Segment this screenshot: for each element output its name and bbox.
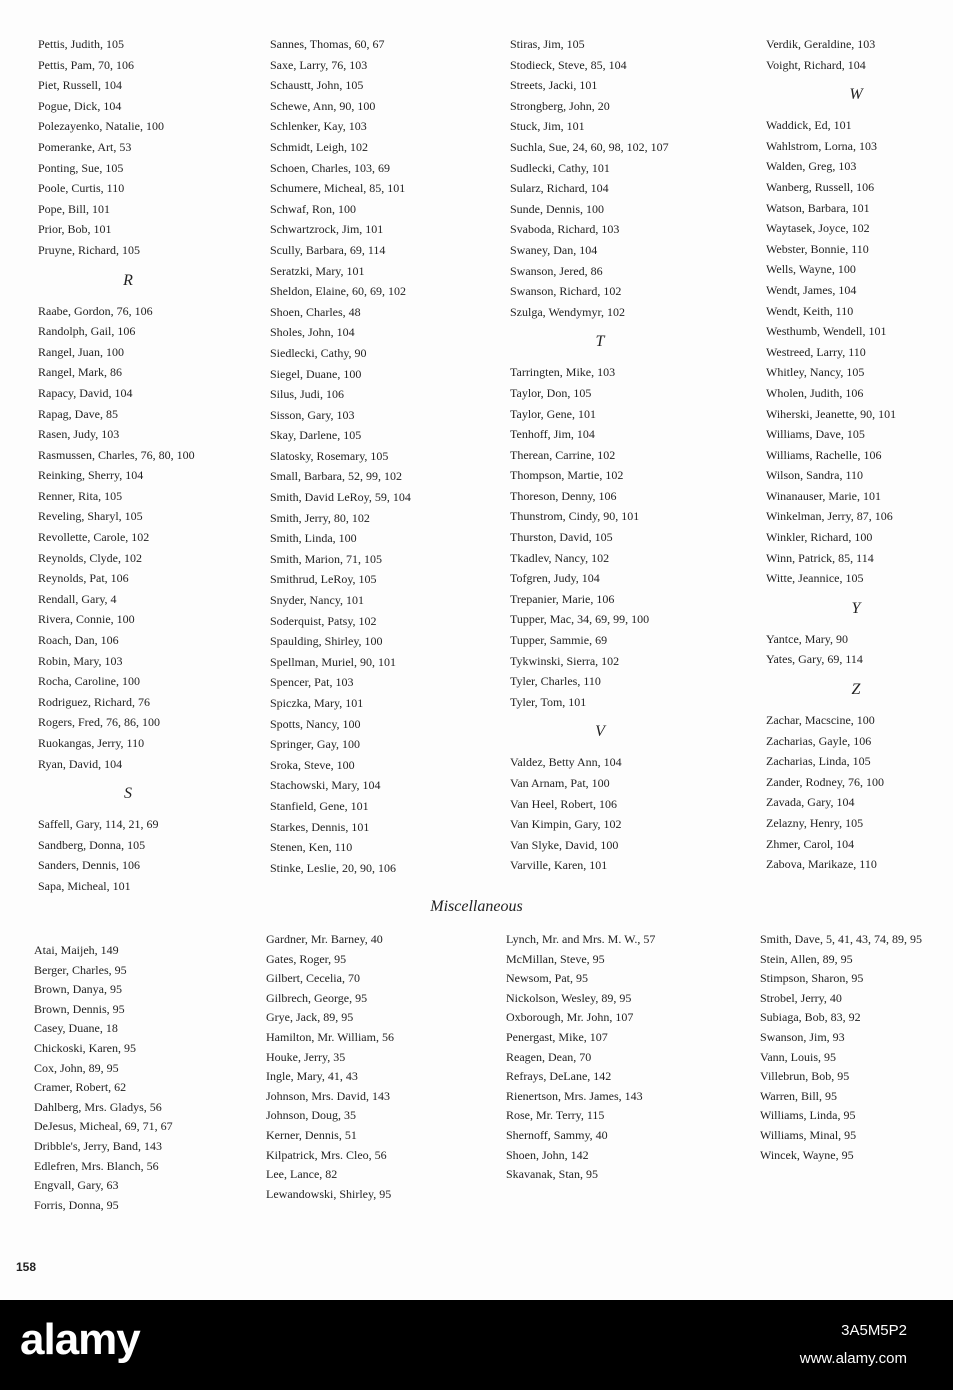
index-column-3 [510, 34, 742, 876]
misc-entry: Dribble's, Jerry, Band, 143 [34, 1138, 163, 1153]
misc-entry: Kerner, Dennis, 51 [266, 1127, 357, 1142]
index-entry: Poole, Curtis, 110 [38, 181, 125, 196]
index-entry: Pettis, Pam, 70, 106 [38, 57, 135, 72]
index-entry: Rasen, Judy, 103 [38, 427, 120, 442]
index-entry: Tenhoff, Jim, 104 [510, 427, 595, 442]
misc-entry: Casey, Duane, 18 [34, 1021, 118, 1036]
misc-entry: Skavanak, Stan, 95 [506, 1167, 598, 1182]
misc-entry: Rienertson, Mrs. James, 143 [506, 1088, 643, 1103]
index-entry: Zavada, Gary, 104 [766, 795, 855, 810]
index-entry: Sudlecki, Cathy, 101 [510, 160, 610, 175]
index-entry: Van Arnam, Pat, 100 [510, 776, 610, 790]
index-entry: Wendt, James, 104 [766, 282, 857, 297]
index-entry: Thoreson, Denny, 106 [510, 488, 617, 503]
index-entry: Ponting, Sue, 105 [38, 160, 124, 175]
index-entry: Tkadlev, Nancy, 102 [510, 550, 610, 565]
misc-entry: Shoen, John, 142 [506, 1147, 589, 1162]
index-entry: Reynolds, Pat, 106 [38, 571, 129, 586]
index-entry: Stenen, Ken, 110 [270, 840, 353, 855]
watermark-url: www.alamy.com [799, 1350, 907, 1367]
index-entry: Siedlecki, Cathy, 90 [270, 345, 367, 360]
misc-entry: Engvall, Gary, 63 [34, 1178, 119, 1193]
misc-entry: Stein, Allen, 89, 95 [760, 951, 853, 966]
index-entry: Taylor, Don, 105 [510, 385, 592, 400]
index-entry: Szulga, Wendymyr, 102 [510, 304, 625, 319]
index-entry: Randolph, Gail, 106 [38, 324, 136, 339]
index-entry: Swaney, Dan, 104 [510, 242, 598, 257]
index-entry: Thompson, Martie, 102 [510, 468, 624, 483]
index-entry: Pettis, Judith, 105 [38, 37, 125, 51]
miscellaneous-heading: Miscellaneous [430, 898, 523, 915]
index-entry: Rasmussen, Charles, 76, 80, 100 [38, 447, 195, 462]
misc-entry: Vann, Louis, 95 [760, 1049, 836, 1064]
index-entry: Winkler, Richard, 100 [766, 530, 873, 545]
misc-entry: Cramer, Robert, 62 [34, 1080, 127, 1095]
misc-entry: Refrays, DeLane, 142 [506, 1069, 612, 1084]
index-entry: Trepanier, Marie, 106 [510, 591, 615, 606]
section-letter: R [123, 271, 133, 289]
index-entry: Zacharias, Linda, 105 [766, 754, 871, 769]
index-entry: Stachowski, Mary, 104 [270, 778, 381, 793]
index-entry: Van Kimpin, Gary, 102 [510, 817, 622, 832]
misc-entry: Edlefren, Mrs. Blanch, 56 [34, 1158, 159, 1173]
index-entry: Yantce, Mary, 90 [766, 631, 848, 646]
section-letter: W [849, 86, 863, 104]
index-entry: Ruokangas, Jerry, 110 [38, 736, 145, 750]
index-entry: Wells, Wayne, 100 [766, 262, 856, 277]
misc-entry: McMillan, Steve, 95 [506, 951, 605, 966]
index-entry: Snyder, Nancy, 101 [270, 593, 365, 608]
section-letter: S [124, 785, 132, 803]
index-entry: Schwartzrock, Jim, 101 [270, 222, 384, 237]
misc-entry: Atai, Maijeh, 149 [34, 943, 119, 957]
index-entry: Zelazny, Henry, 105 [766, 816, 864, 830]
misc-entry: Subiaga, Bob, 83, 92 [760, 1010, 861, 1025]
misc-entry: Wincek, Wayne, 95 [760, 1147, 854, 1162]
index-entry: Sheldon, Elaine, 60, 69, 102 [270, 284, 406, 299]
misc-entry: Gardner, Mr. Barney, 40 [266, 932, 383, 946]
index-entry: Schumere, Micheal, 85, 101 [270, 181, 406, 196]
index-entry: Zabova, Marikaze, 110 [766, 857, 877, 872]
index-entry: Raabe, Gordon, 76, 106 [38, 303, 153, 318]
index-entry: Sroka, Steve, 100 [270, 757, 355, 772]
index-entry: Sisson, Gary, 103 [270, 407, 355, 422]
misc-column-1 [34, 941, 274, 1215]
misc-entry: Gilbert, Cecelia, 70 [266, 971, 360, 986]
index-entry: Reveling, Sharyl, 105 [38, 509, 143, 524]
index-entry: Westhumb, Wendell, 101 [766, 324, 887, 339]
index-entry: Smith, Jerry, 80, 102 [270, 510, 370, 525]
index-entry: Wilson, Sandra, 110 [766, 468, 864, 483]
misc-entry: Lynch, Mr. and Mrs. M. W., 57 [506, 932, 656, 946]
index-entry: Smithrud, LeRoy, 105 [270, 572, 377, 587]
index-entry: Pruyne, Richard, 105 [38, 242, 140, 257]
index-entry: Wendt, Keith, 110 [766, 303, 854, 318]
index-entry: Smith, Marion, 71, 105 [270, 551, 383, 566]
misc-entry: Johnson, Doug, 35 [266, 1108, 357, 1123]
index-entry: Tyler, Charles, 110 [510, 674, 601, 689]
index-column-1 [38, 34, 270, 897]
index-entry: Tykwinski, Sierra, 102 [510, 653, 620, 668]
index-entry: Silus, Judi, 106 [270, 387, 345, 402]
section-letter: Y [851, 599, 861, 617]
index-entry: Walden, Greg, 103 [766, 159, 857, 174]
index-entry: Robin, Mary, 103 [38, 653, 123, 668]
index-entry: Therean, Carrine, 102 [510, 447, 616, 462]
index-entry: Witte, Jeannice, 105 [766, 571, 864, 586]
index-entry: Van Slyke, David, 100 [510, 837, 619, 852]
index-entry: Waddick, Ed, 101 [766, 118, 852, 133]
index-entry: Starkes, Dennis, 101 [270, 819, 370, 834]
misc-entry: Gates, Roger, 95 [266, 951, 347, 966]
misc-entry: Berger, Charles, 95 [34, 962, 127, 977]
index-entry: Smith, David LeRoy, 59, 104 [270, 490, 411, 505]
misc-column-3 [506, 930, 746, 1185]
index-entry: Sholes, John, 104 [270, 325, 355, 340]
index-entry: Winn, Patrick, 85, 114 [766, 550, 874, 565]
misc-entry: Houke, Jerry, 35 [266, 1049, 346, 1064]
index-entry: Westreed, Larry, 110 [766, 344, 866, 359]
index-entry: Verdik, Geraldine, 103 [766, 37, 876, 51]
index-entry: Smith, Linda, 100 [270, 531, 357, 546]
misc-entry: DeJesus, Micheal, 69, 71, 67 [34, 1119, 173, 1134]
index-entry: Stinke, Leslie, 20, 90, 106 [270, 860, 396, 875]
index-entry: Sanders, Dennis, 106 [38, 858, 140, 873]
index-entry: Pomeranke, Art, 53 [38, 139, 132, 154]
index-entry: Siegel, Duane, 100 [270, 366, 362, 381]
index-entry: Van Heel, Robert, 106 [510, 796, 617, 811]
index-entry: Tofgren, Judy, 104 [510, 571, 600, 586]
index-entry: Revollette, Carole, 102 [38, 530, 150, 545]
misc-entry: Warren, Bill, 95 [760, 1088, 838, 1103]
index-entry: Sannes, Thomas, 60, 67 [270, 37, 385, 51]
index-entry: Tupper, Sammie, 69 [510, 633, 608, 648]
index-column-4 [766, 34, 953, 875]
index-entry: Stiras, Jim, 105 [510, 37, 585, 51]
misc-entry: Villebrun, Bob, 95 [760, 1069, 850, 1084]
index-entry: Springer, Gay, 100 [270, 737, 361, 752]
index-entry: Yates, Gary, 69, 114 [766, 652, 863, 667]
index-entry: Stuck, Jim, 101 [510, 119, 585, 134]
index-entry: Soderquist, Patsy, 102 [270, 613, 377, 628]
section-letter: T [595, 333, 605, 351]
alamy-logo: alamy [20, 1315, 140, 1364]
index-entry: Wahlstrom, Lorna, 103 [766, 138, 878, 153]
index-entry: Wiherski, Jeanette, 90, 101 [766, 406, 897, 421]
misc-entry: Chickoski, Karen, 95 [34, 1040, 136, 1055]
index-entry: Reinking, Sherry, 104 [38, 468, 144, 483]
index-entry: Pope, Bill, 101 [38, 201, 111, 216]
index-entry: Waytasek, Joyce, 102 [766, 221, 870, 236]
index-entry: Saxe, Larry, 76, 103 [270, 57, 368, 72]
index-entry: Thunstrom, Cindy, 90, 101 [510, 509, 640, 524]
misc-entry: Nickolson, Wesley, 89, 95 [506, 990, 632, 1005]
misc-entry: Dahlberg, Mrs. Gladys, 56 [34, 1099, 162, 1114]
index-entry: Tyler, Tom, 101 [510, 694, 587, 709]
watermark-footer [0, 1300, 953, 1390]
index-entry: Webster, Bonnie, 110 [766, 241, 869, 256]
misc-entry: Penergast, Mike, 107 [506, 1029, 608, 1044]
index-entry: Rapag, Dave, 85 [38, 406, 118, 421]
index-entry: Tupper, Mac, 34, 69, 99, 100 [510, 612, 650, 627]
index-entry: Schewe, Ann, 90, 100 [270, 98, 376, 113]
index-entry: Prior, Bob, 101 [38, 222, 112, 237]
misc-entry: Swanson, Jim, 93 [760, 1029, 845, 1044]
index-entry: Sunde, Dennis, 100 [510, 201, 604, 216]
misc-entry: Gilbrech, George, 95 [266, 990, 368, 1005]
page-number: 158 [16, 1260, 37, 1274]
index-entry: Stodieck, Steve, 85, 104 [510, 57, 627, 72]
index-entry: Rivera, Connie, 100 [38, 612, 135, 627]
index-entry: Pogue, Dick, 104 [38, 98, 122, 113]
index-entry: Rangel, Mark, 86 [38, 365, 122, 380]
index-entry: Taylor, Gene, 101 [510, 406, 596, 421]
index-entry: Sularz, Richard, 104 [510, 181, 609, 196]
misc-entry: Hamilton, Mr. William, 56 [266, 1029, 394, 1044]
misc-entry: Brown, Danya, 95 [34, 982, 122, 997]
misc-entry: Forris, Donna, 95 [34, 1197, 119, 1212]
index-entry: Watson, Barbara, 101 [766, 200, 870, 215]
index-entry: Spiczka, Mary, 101 [270, 696, 364, 710]
misc-entry: Cox, John, 89, 95 [34, 1060, 119, 1075]
index-entry: Rendall, Gary, 4 [38, 591, 117, 606]
index-entry: Rangel, Juan, 100 [38, 344, 124, 359]
index-entry: Suchla, Sue, 24, 60, 98, 102, 107 [510, 139, 669, 154]
index-entry: Swanson, Richard, 102 [510, 284, 622, 299]
index-entry: Rapacy, David, 104 [38, 385, 133, 400]
misc-entry: Stimpson, Sharon, 95 [760, 971, 864, 986]
index-entry: Slatosky, Rosemary, 105 [270, 448, 389, 463]
index-entry: Wanberg, Russell, 106 [766, 179, 875, 194]
index-entry: Saffell, Gary, 114, 21, 69 [38, 817, 159, 832]
index-entry: Schwaf, Ron, 100 [270, 201, 356, 216]
index-entry: Reynolds, Clyde, 102 [38, 550, 142, 565]
index-entry: Winanauser, Marie, 101 [766, 488, 881, 503]
misc-entry: Williams, Linda, 95 [760, 1108, 856, 1123]
index-entry: Shoen, Charles, 48 [270, 304, 361, 319]
misc-entry: Kilpatrick, Mrs. Cleo, 56 [266, 1147, 387, 1162]
index-entry: Varville, Karen, 101 [510, 858, 608, 873]
index-entry: Rodriguez, Richard, 76 [38, 694, 150, 709]
index-entry: Zhmer, Carol, 104 [766, 836, 855, 851]
index-entry: Seratzki, Mary, 101 [270, 263, 365, 278]
section-letter: Z [851, 681, 861, 699]
index-entry: Winkelman, Jerry, 87, 106 [766, 509, 893, 524]
misc-entry: Smith, Dave, 5, 41, 43, 74, 89, 95 [760, 932, 922, 946]
index-entry: Spaulding, Shirley, 100 [270, 634, 383, 649]
index-entry: Swanson, Jered, 86 [510, 263, 603, 278]
index-entry: Tarringten, Mike, 103 [510, 365, 616, 380]
index-entry: Zander, Rodney, 76, 100 [766, 774, 885, 789]
index-entry: Spotts, Nancy, 100 [270, 716, 361, 731]
index-entry: Whitley, Nancy, 105 [766, 365, 865, 380]
index-entry: Zacharias, Gayle, 106 [766, 733, 872, 748]
misc-entry: Oxborough, Mr. John, 107 [506, 1010, 634, 1025]
index-entry: Rogers, Fred, 76, 86, 100 [38, 715, 160, 730]
index-entry: Schmidt, Leigh, 102 [270, 139, 368, 154]
index-entry: Valdez, Betty Ann, 104 [510, 755, 622, 770]
misc-column-4 [760, 930, 930, 1165]
section-letter: V [595, 723, 605, 741]
index-entry: Roach, Dan, 106 [38, 633, 119, 648]
misc-entry: Rose, Mr. Terry, 115 [506, 1108, 605, 1123]
index-entry: Skay, Darlene, 105 [270, 428, 362, 443]
index-entry: Thurston, David, 105 [510, 530, 613, 545]
misc-column-2 [266, 930, 506, 1204]
index-entry: Spellman, Muriel, 90, 101 [270, 654, 396, 669]
index-entry: Schoen, Charles, 103, 69 [270, 160, 390, 175]
misc-entry: Brown, Dennis, 95 [34, 1001, 125, 1016]
index-entry: Schlenker, Kay, 103 [270, 119, 367, 134]
index-entry: Scully, Barbara, 69, 114 [270, 242, 386, 257]
index-entry: Small, Barbara, 52, 99, 102 [270, 469, 402, 484]
misc-entry: Shernoff, Sammy, 40 [506, 1127, 608, 1142]
index-entry: Rocha, Caroline, 100 [38, 674, 140, 689]
misc-entry: Ingle, Mary, 41, 43 [266, 1069, 358, 1084]
misc-entry: Reagen, Dean, 70 [506, 1049, 592, 1064]
misc-entry: Lewandowski, Shirley, 95 [266, 1186, 392, 1201]
index-entry: Strongberg, John, 20 [510, 98, 610, 113]
index-entry: Polezayenko, Natalie, 100 [38, 119, 164, 134]
misc-entry: Grye, Jack, 89, 95 [266, 1010, 354, 1025]
index-entry: Renner, Rita, 105 [38, 488, 123, 503]
index-entry: Zachar, Macscine, 100 [766, 713, 875, 728]
index-entry: Sandberg, Donna, 105 [38, 837, 146, 852]
misc-entry: Newsom, Pat, 95 [506, 971, 588, 986]
index-entry: Sapa, Micheal, 101 [38, 878, 131, 893]
misc-entry: Strobel, Jerry, 40 [760, 990, 842, 1005]
index-entry: Svaboda, Richard, 103 [510, 222, 620, 237]
misc-entry: Johnson, Mrs. David, 143 [266, 1088, 391, 1103]
index-entry: Schaustt, John, 105 [270, 78, 364, 93]
index-entry: Wholen, Judith, 106 [766, 385, 864, 400]
index-entry: Williams, Dave, 105 [766, 427, 865, 442]
misc-entry: Williams, Minal, 95 [760, 1127, 857, 1142]
image-code: 3A5M5P2 [841, 1322, 907, 1339]
index-entry: Ryan, David, 104 [38, 756, 123, 771]
index-entry: Stanfield, Gene, 101 [270, 798, 369, 813]
misc-entry: Lee, Lance, 82 [266, 1167, 338, 1182]
index-entry: Voight, Richard, 104 [766, 57, 866, 72]
index-entry: Spencer, Pat, 103 [270, 675, 354, 690]
index-entry: Williams, Rachelle, 106 [766, 447, 882, 462]
index-column-2 [270, 34, 502, 878]
index-entry: Streets, Jacki, 101 [510, 78, 598, 93]
index-entry: Piet, Russell, 104 [38, 78, 123, 93]
